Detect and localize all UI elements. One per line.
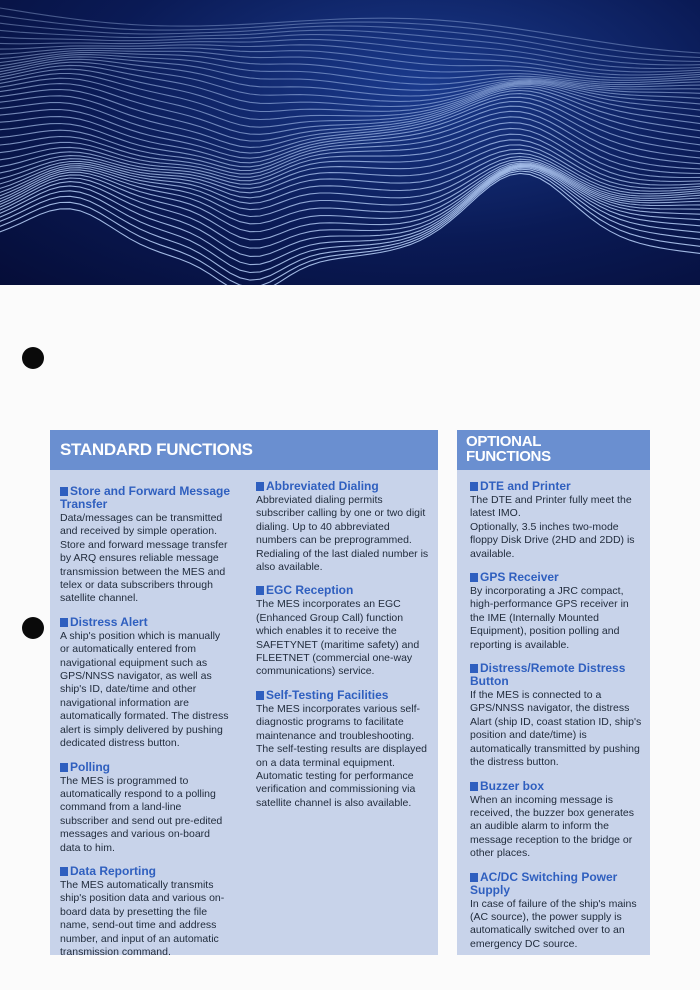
optional-column — [470, 480, 644, 961]
bullet-square-icon — [60, 867, 68, 876]
section-title: Buzzer box — [480, 778, 545, 793]
section-polling — [60, 761, 232, 855]
wave-line — [0, 53, 700, 83]
section-body: By incorporating a JRC compact, high-performance GPS receiver in the IME (Internally Mounted Equipment), position polling and reporting is available. — [470, 585, 629, 651]
section-title: Distress Alert — [70, 614, 148, 629]
hero-wave-image — [0, 0, 700, 285]
wave-line — [0, 74, 700, 120]
section-gps-receiver — [470, 571, 644, 652]
bullet-square-icon — [470, 482, 478, 491]
bullet-square-icon — [256, 482, 264, 491]
optional-header-line2: FUNCTIONS — [466, 448, 551, 465]
bullet-square-icon — [60, 763, 68, 772]
binder-hole-middle — [22, 617, 44, 639]
section-title: Store and Forward Message Transfer — [60, 484, 231, 511]
section-title: Data Reporting — [70, 863, 157, 878]
wave-line — [0, 35, 700, 69]
section-abbreviated-dialing — [256, 480, 431, 574]
wave-line — [0, 159, 700, 216]
section-body: In case of failure of the ship's mains (AC source), the power supply is automatically switched over to an emergency DC source. — [470, 897, 637, 950]
bullet-square-icon — [60, 487, 68, 496]
optional-header-line1: OPTIONAL — [466, 433, 542, 450]
section-body: The MES automatically transmits ship's position data and various on-board data by presetting the file name, send-out time and address number, and input of an automatic transmission command. — [60, 878, 225, 958]
bullet-square-icon — [470, 873, 478, 882]
optional-functions-header — [457, 430, 650, 470]
section-egc-reception — [256, 584, 431, 678]
section-store-and-forward — [60, 485, 232, 606]
section-body: The MES incorporates various self-diagnostic programs to facilitate maintenance and troubleshooting. The self-testing results are displayed on a data terminal equipment. Automatic testing for performance verification and commissioning via satellite channel is also available. — [256, 702, 427, 809]
section-title: DTE and Printer — [480, 479, 571, 493]
section-data-reporting — [60, 865, 232, 959]
bullet-square-icon — [60, 618, 68, 627]
bullet-square-icon — [470, 664, 478, 673]
section-acdc-power-supply — [470, 871, 644, 952]
section-body: When an incoming message is received, the buzzer box generates an audible alarm to inform the message reception to the bridge or other places. — [470, 793, 635, 860]
section-distress-alert — [60, 616, 232, 751]
standard-functions-panel — [50, 430, 438, 958]
standard-column-left — [60, 485, 232, 969]
bullet-square-icon — [256, 691, 264, 700]
section-body: The DTE and Printer fully meet the latest IMO. — [470, 494, 632, 520]
bullet-square-icon — [470, 573, 478, 582]
section-title: AC/DC Switching Power Supply — [470, 869, 618, 897]
section-title: GPS Receiver — [480, 570, 559, 585]
optional-functions-panel — [457, 430, 650, 955]
section-title: EGC Reception — [266, 583, 354, 598]
section-dte-and-printer — [470, 480, 644, 561]
wave-lines-graphic — [0, 0, 700, 285]
section-title: Self-Testing Facilities — [266, 687, 389, 702]
section-body: A ship's position which is manually or automatically entered from navigational equipment such as GPS/NNSS navigator, as well as ship's ID, date/time and other navigational information are automatically formated. The distress alert is simply delivered by pushing dedicated distress button. — [60, 629, 229, 750]
bullet-square-icon — [470, 782, 478, 791]
standard-functions-header: STANDARD FUNCTIONS — [50, 430, 438, 470]
section-title: Polling — [70, 759, 110, 774]
bullet-square-icon — [256, 586, 264, 595]
section-buzzer-box — [470, 780, 644, 861]
section-body-extra: Optionally, 3.5 inches two-mode floppy Disk Drive (2HD and 2DD) is available. — [470, 520, 635, 560]
section-title: Distress/Remote Distress Button — [470, 661, 626, 689]
section-body: Data/messages can be transmitted and received by simple operation. Store and forward message transfer by ARQ ensures reliable message transmission between the MES and telex or data subscribers through satellite channel. — [60, 512, 228, 605]
section-distress-remote-button — [470, 662, 644, 769]
standard-column-right — [256, 480, 431, 820]
section-self-testing — [256, 689, 431, 810]
section-title: Abbreviated Dialing — [266, 479, 379, 493]
section-body: If the MES is connected to a GPS/NNSS navigator, the distress Alart (ship ID, coast station ID, ship's position and date/time) is automatically transmitted by pushing the distress button. — [470, 689, 642, 769]
binder-hole-top — [22, 347, 44, 369]
section-body: Abbreviated dialing permits subscriber calling by one or two digit dialing. Up to 40 abbreviated numbers can be preprogrammed. Redialing of the last dialed number is also available. — [256, 494, 429, 574]
section-body: The MES incorporates an EGC (Enhanced Group Call) function which enables it to receive the SAFETYNET (maritime safety) and FLEETNET (commercial one-way communications) service. — [256, 598, 420, 678]
section-body: The MES is programmed to automatically respond to a polling command from a land-line subscriber and send out pre-edited messages and various on-board data to him. — [60, 774, 223, 854]
